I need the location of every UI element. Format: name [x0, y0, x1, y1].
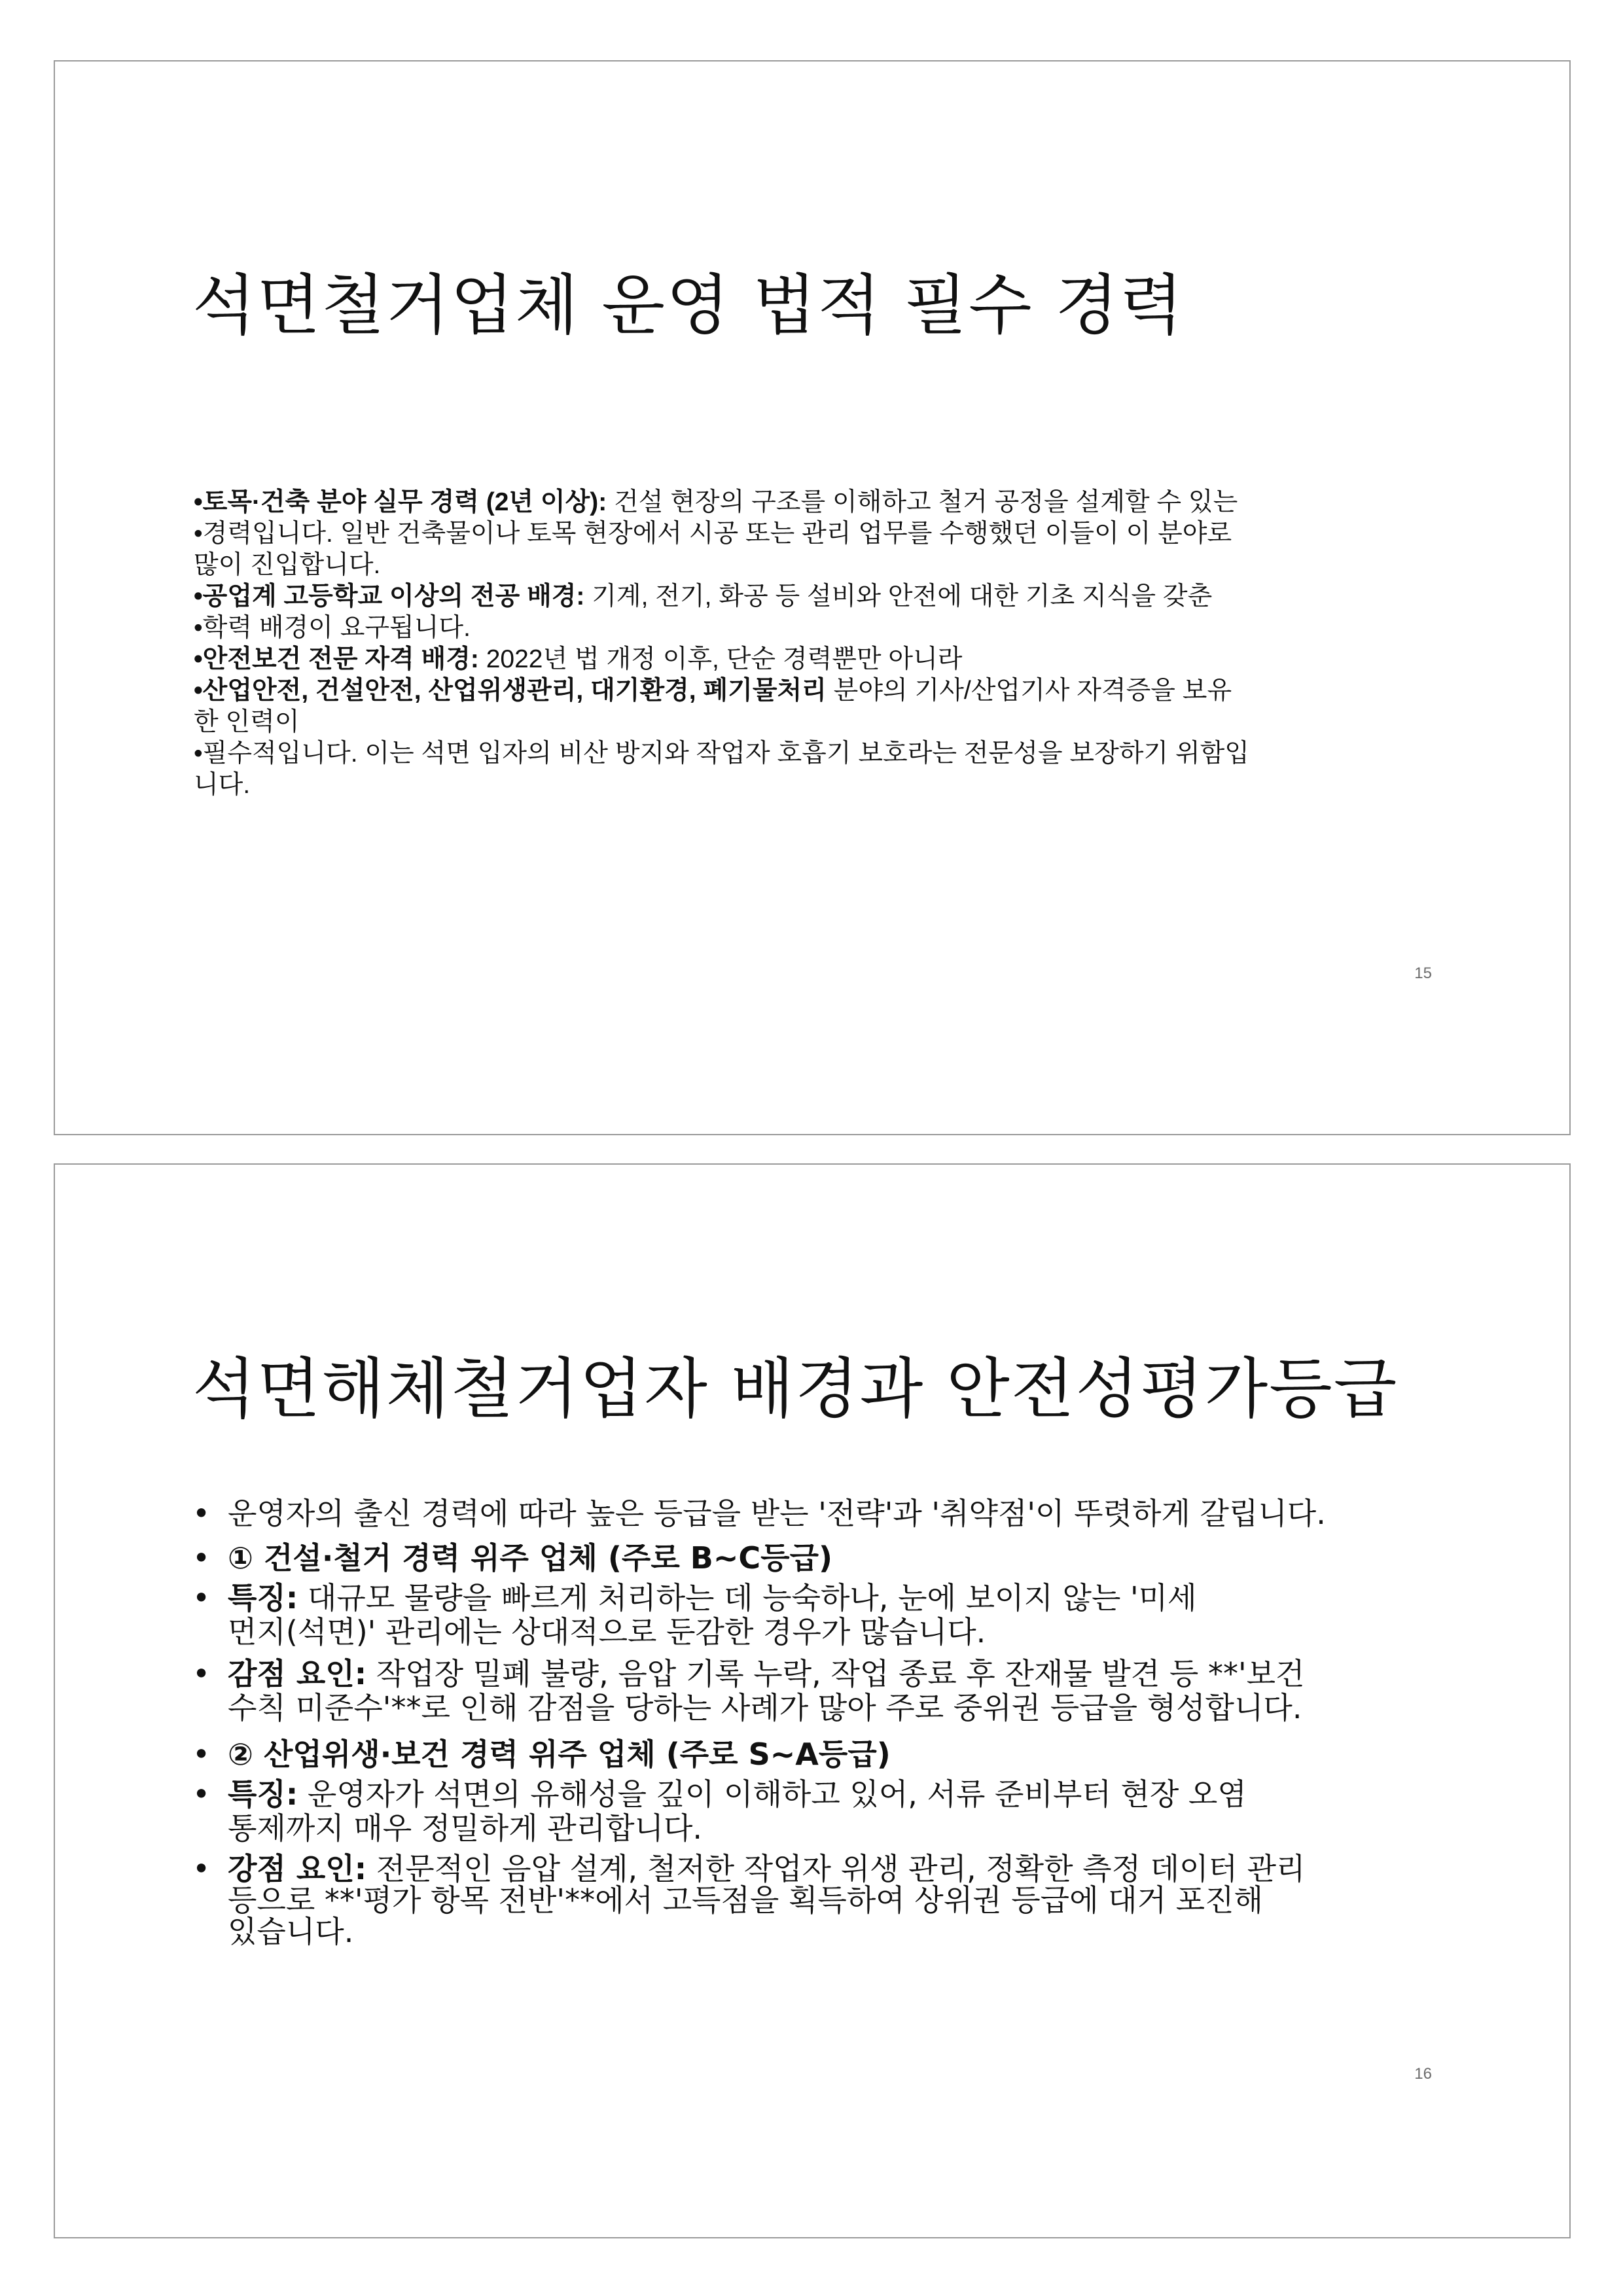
list-item-bold: 강점 요인:	[228, 1851, 367, 1886]
body-line-text: •경력입니다. 일반 건축물이나 토목 현장에서 시공 또는 관리 업무를 수행했던 이들이 이 분야로	[194, 520, 1232, 548]
body-line-bold: •토목·건축 분야 실무 경력 (2년 이상):	[194, 488, 607, 516]
bullet-icon: •	[192, 1580, 211, 1616]
body-line	[194, 707, 1437, 738]
list-item-text: 있습니다.	[228, 1914, 354, 1949]
list-item-bold: 특징:	[228, 1580, 298, 1616]
body-line-text: 한 인력이	[194, 708, 300, 736]
body-line	[194, 487, 1437, 518]
slide-16	[54, 1163, 1571, 2238]
list-item-text: 운영자가 석면의 유해성을 깊이 이해하고 있어, 서류 준비부터 현장 오염	[298, 1776, 1247, 1812]
body-line	[194, 550, 1437, 581]
list-item	[192, 1657, 1501, 1733]
list-item-bold: ② 산업위생·보건 경력 위주 업체 (주로 S~A등급)	[228, 1737, 891, 1772]
bullet-icon: •	[192, 1656, 211, 1691]
body-line-text: 건설 현장의 구조를 이해하고 철거 공정을 설계할 수 있는	[607, 488, 1238, 516]
page-number: 16	[1414, 2065, 1432, 2083]
body-line-text: 니다.	[194, 771, 251, 799]
list-item	[192, 1492, 1501, 1536]
page-number: 15	[1414, 964, 1432, 982]
body-line	[194, 769, 1437, 801]
list-item	[192, 1536, 1501, 1581]
list-item-bold: 특징:	[228, 1776, 298, 1812]
slide-title: 석면해체철거업자 배경과 안전성평가등급	[192, 1351, 1399, 1427]
bullet-icon: •	[192, 1776, 211, 1812]
list-item-text: 등으로 **'평가 항목 전반'**에서 고득점을 획득하여 상위권 등급에 대거 포진해	[228, 1882, 1263, 1918]
body-line-text: 분야의 기사/산업기사 자격증을 보유	[826, 677, 1232, 705]
list-item-text: 전문적인 음압 설계, 철저한 작업자 위생 관리, 정확한 측정 데이터 관리	[366, 1851, 1306, 1886]
slide-title: 석면철거업체 운영 법적 필수 경력	[192, 267, 1185, 344]
body-line-bold: •산업안전, 건설안전, 산업위생관리, 대기환경, 폐기물처리	[194, 677, 827, 705]
bullet-icon: •	[192, 1496, 211, 1531]
list-item-text: 대규모 물량을 빠르게 처리하는 데 능숙하나, 눈에 보이지 않는 '미세	[298, 1580, 1197, 1616]
body-line	[194, 612, 1437, 644]
slide-15	[54, 60, 1571, 1135]
body-line-text: •필수적입니다. 이는 석면 입자의 비산 방지와 작업자 호흡기 보호라는 전문성을 보장하기 위함입	[194, 739, 1249, 768]
body-line	[194, 738, 1437, 769]
list-item-text: 운영자의 출신 경력에 따라 높은 등급을 받는 '전략'과 '취약점'이 뚜렷하게 갈립니다.	[228, 1496, 1326, 1531]
body-line-text: 많이 진입합니다.	[194, 551, 381, 579]
list-item-text: 작업장 밀폐 불량, 음압 기록 누락, 작업 종료 후 잔재물 발견 등 **'보건	[366, 1656, 1305, 1691]
body-line-text: •학력 배경이 요구됩니다.	[194, 614, 471, 642]
list-item-text: 먼지(석면)' 관리에는 상대적으로 둔감한 경우가 많습니다.	[228, 1614, 986, 1650]
body-line	[194, 581, 1437, 612]
body-line-bold: •공업계 고등학교 이상의 전공 배경:	[194, 582, 585, 610]
bullet-icon: •	[192, 1737, 211, 1772]
body-line-bold: •안전보건 전문 자격 배경:	[194, 645, 479, 673]
list-item	[192, 1777, 1501, 1853]
bullet-icon: •	[192, 1540, 211, 1576]
bullet-icon: •	[192, 1851, 211, 1886]
list-item	[192, 1853, 1501, 1947]
list-item-text: 통제까지 매우 정밀하게 관리합니다.	[228, 1810, 703, 1846]
body-line-text: 기계, 전기, 화공 등 설비와 안전에 대한 기초 지식을 갖춘	[584, 582, 1213, 610]
bullet-list	[192, 1492, 1501, 1947]
list-item	[192, 1733, 1501, 1777]
body-line	[194, 518, 1437, 550]
list-item-text: 수칙 미준수'**로 인해 감점을 당하는 사례가 많아 주로 중위권 등급을 형성합니다.	[228, 1690, 1302, 1725]
list-item	[192, 1581, 1501, 1657]
list-item-bold: 감점 요인:	[228, 1656, 367, 1691]
slide-body	[194, 487, 1437, 801]
body-line	[194, 644, 1437, 675]
body-line-text: 2022년 법 개정 이후, 단순 경력뿐만 아니라	[478, 645, 963, 673]
list-item-bold: ① 건설·철거 경력 위주 업체 (주로 B~C등급)	[228, 1540, 833, 1576]
body-line	[194, 675, 1437, 707]
